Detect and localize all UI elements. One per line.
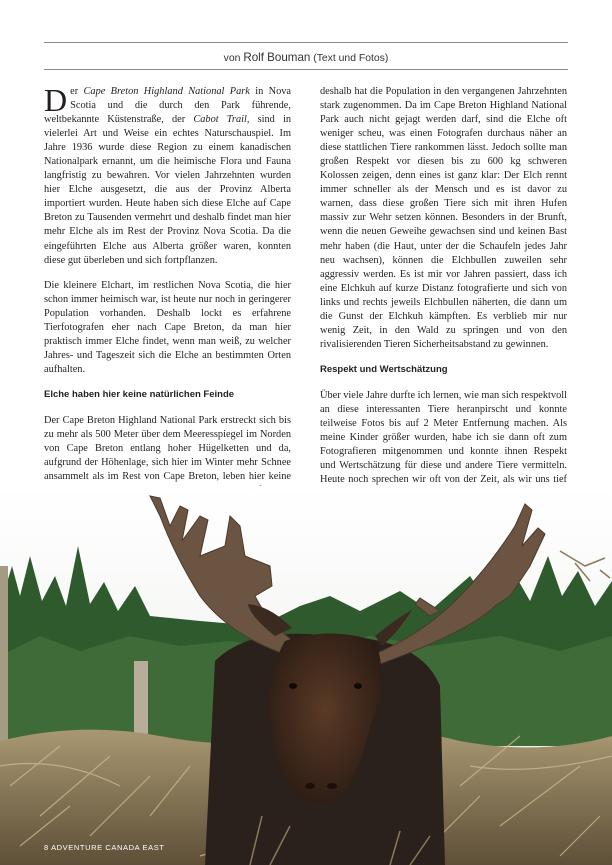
paragraph: deshalb hat die Population in den vergangenen Jahrzehnten stark zugenommen. Da im Cape Breton Highland National Park auch nicht gejagt werden darf, sind die Elche oft weniger scheu, was einen Fotografen durchaus näher an diese stattlichen Tiere rankommen lässt. Jedoch sollte man großen Respekt vor diesen bis zu 600 kg schweren Kolossen zeigen, denn eines ist ganz klar: Der Elch rennt immer schneller als der Mensch und es ist davor zu warnen, dass diese großen Tiere sich mit ihren Hufen massiv zur Wehr setzen können. Besonders in der Brunft, wenn die neuen Geweihe gewachsen sind und keinen Bast mehr haben (die Haut, unter der die Schaufeln jedes Jahr neu wachsen), können die Elchbullen zuweilen sehr aggressiv werden. Es ist mir vor Jahren passiert, dass ich eine Elchkuh auf kurze Distanz fotografierte und sich von links und rechts jeweils Elchbullen näherten, die dann um die Gunst der Elchkuh kämpften. Es verblieb mir nur wenig Zeit, in den Wald zu springen und von den rivalisierenden Tieren Sicherheitsabstand zu gewinnen. [320,86,567,350]
byline-author: Rolf Bouman [243,51,311,64]
section-heading: Respekt und Wertschätzung [320,363,448,375]
page-footer [44,843,165,852]
paragraph-text: in Nova Scotia und die durch den Park führende, weltbekannte Küstenstraße, der [44,86,292,126]
bottom-rule [44,69,568,70]
section-heading: Elche haben hier keine natürlichen Feinde [44,388,235,400]
paragraph [44,82,292,268]
drop-cap: D [44,82,68,118]
paragraph: Über viele Jahre durfte ich lernen, wie man sich respektvoll an diese interessanten Tiere heranpirscht und konnte teilweise Fotos bis auf 2 Meter Entfernung machen. Als meine Kinder größer wurden, habe ich sie dann oft zum Fotografieren mitgenommen und konnte ihnen Respekt und Wertschätzung für diese und andere Tiere vermitteln. Heute noch sprechen wir oft von der Zeit, als wir uns tief [320,389,568,486]
park-name: Cape Breton Highland National Park [83,86,250,97]
page-number: 8 [44,843,49,852]
moose-photo [0,486,612,865]
road-name: Cabot Trail [193,114,247,126]
top-rule [44,42,568,43]
paragraph-text: , sind in vielerlei Art und Weise ein echtes Naturschauspiel. Im Jahre 1936 wurde diese Region zu einem kanadischen Nationalpark ernannt, um die heimische Flora und Fauna langfristig zu bewahren. Vor vielen Jahrzehnten wurden hier Elche ausgesetzt, die aus der Provinz Alberta importiert wurden. Heute haben sich diese Elche auf Cape Breton zu Tausenden vermehrt und deshalb findet man hier mehr Elche als im Rest der Provinz Nova Scotia. Da die eingeführten Elche aus Alberta größer waren, konnten diese gut überleben und sich fortpflanzen. [44,114,291,266]
left-column [44,82,292,540]
paragraph: Die kleinere Elchart, im restlichen Nova Scotia, die hier schon immer heimisch war, ist heute nur noch in geringerer Population vorhanden. Deshalb lockt es erfahrene Tierfotografen eher nach Cape Breton, da man hier praktisch immer Elche findet, wenn man weiß, zu welcher Jahres- und Tageszeit sich die Elche an bestimmten Orten aufhalten. [44,279,291,375]
magazine-name: ADVENTURE CANADA EAST [51,843,165,852]
right-column [320,85,567,529]
byline [44,51,568,64]
byline-credit: (Text und Fotos) [313,53,389,64]
paragraph-text: er [70,86,84,97]
paragraph: Der Cape Breton Highland National Park erstreckt sich bis zu mehr als 500 Meter über dem Meeresspiegel im Norden von Cape Breton entlang hoher Hügelketten und da, aufgrund der Höhenlage, sich hier im Winter mehr Schnee ansammelt als im Rest von Cape Breton, leben hier keine [44,414,291,483]
byline-prefix: von [223,53,241,64]
